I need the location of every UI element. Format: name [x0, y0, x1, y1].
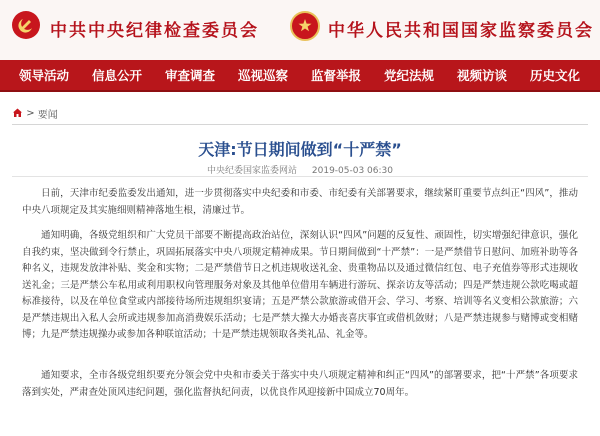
breadcrumb-separator: > [26, 108, 35, 119]
home-icon[interactable] [12, 107, 23, 121]
nav-item-disclosure[interactable]: 信息公开 [92, 68, 143, 83]
nav-item-inspection[interactable]: 巡视巡察 [238, 68, 289, 83]
nav-item-history[interactable]: 历史文化 [530, 68, 581, 83]
site-header [0, 0, 600, 60]
breadcrumb-current[interactable]: 要闻 [37, 110, 58, 121]
article-paragraph-2: 通知明确，各级党组织和广大党员干部要不断提高政治站位，深刻认识“四风”问题的反复性、顽固性，切实增强纪律意识，强化自我约束，坚决做到令行禁止，巩固拓展落实中央八项规定精神成果。节日期间做到“十严禁”：一是严禁借节日慰问、加班补助等各种名义，违规发放津补贴、奖金和实物；二是严禁借节日之机违规收送礼金、贵重物品以及通过微信红包、电子充值券等形式违规收送礼金；三是严禁公车私用或利用职权向管理服务对象及其他单位借用车辆进行游玩、探亲访友等活动；四是严禁违规公款吃喝或超标准接待，以及在单位食堂或内部接待场所违规组织宴请；五是严禁公款旅游或借开会、学习、考察、培训等名义变相公款旅游；六是严禁违规出入私人会所或违规参加高消费娱乐活动；七是严禁大操大办婚丧喜庆事宜或借机敛财；八是严禁违规参与赌博或变相赌博；九是严禁违规操办或参加各种联谊活动；十是严禁违规领取各类礼品、礼金等。 [22, 230, 578, 340]
party-emblem-icon[interactable] [12, 11, 40, 39]
article-time: 2019-05-03 06:30 [311, 166, 393, 176]
breadcrumb [12, 106, 58, 121]
national-emblem-icon[interactable] [290, 11, 320, 41]
meta-divider [12, 176, 588, 177]
nsc-title[interactable]: 中华人民共和国国家监察委员会 [328, 21, 594, 41]
nav-item-investigation[interactable]: 审查调查 [165, 68, 216, 83]
nav-item-report[interactable]: 监督举报 [311, 68, 362, 83]
breadcrumb-divider [12, 124, 588, 125]
article-title: 天津:节日期间做到“十严禁” [198, 140, 402, 159]
main-nav [0, 60, 600, 92]
article-paragraph-1: 日前，天津市纪委监委发出通知，进一步贯彻落实中央纪委和市委、市纪委有关部署要求，继续紧盯重要节点纠正“四风”，推动中央八项规定及其实施细则精神落地生根，清廉过节。 [22, 188, 578, 216]
nav-item-leadership[interactable]: 领导活动 [19, 68, 70, 83]
cpc-ccdi-title[interactable]: 中共中央纪律检查委员会 [50, 21, 259, 41]
article-paragraph-3: 通知要求，全市各级党组织要充分领会党中央和市委关于落实中央八项规定精神和纠正“四风”的部署要求，把“十严禁”各项要求落到实处，严肃查处顶风违纪问题，强化监督执纪问责，以优良作风迎接新中国成立70周年。 [22, 370, 578, 398]
article-meta [0, 163, 600, 176]
article-source: 中央纪委国家监委网站 [207, 166, 298, 176]
nav-item-regulations[interactable]: 党纪法规 [384, 68, 435, 83]
nav-item-video[interactable]: 视频访谈 [457, 68, 508, 83]
